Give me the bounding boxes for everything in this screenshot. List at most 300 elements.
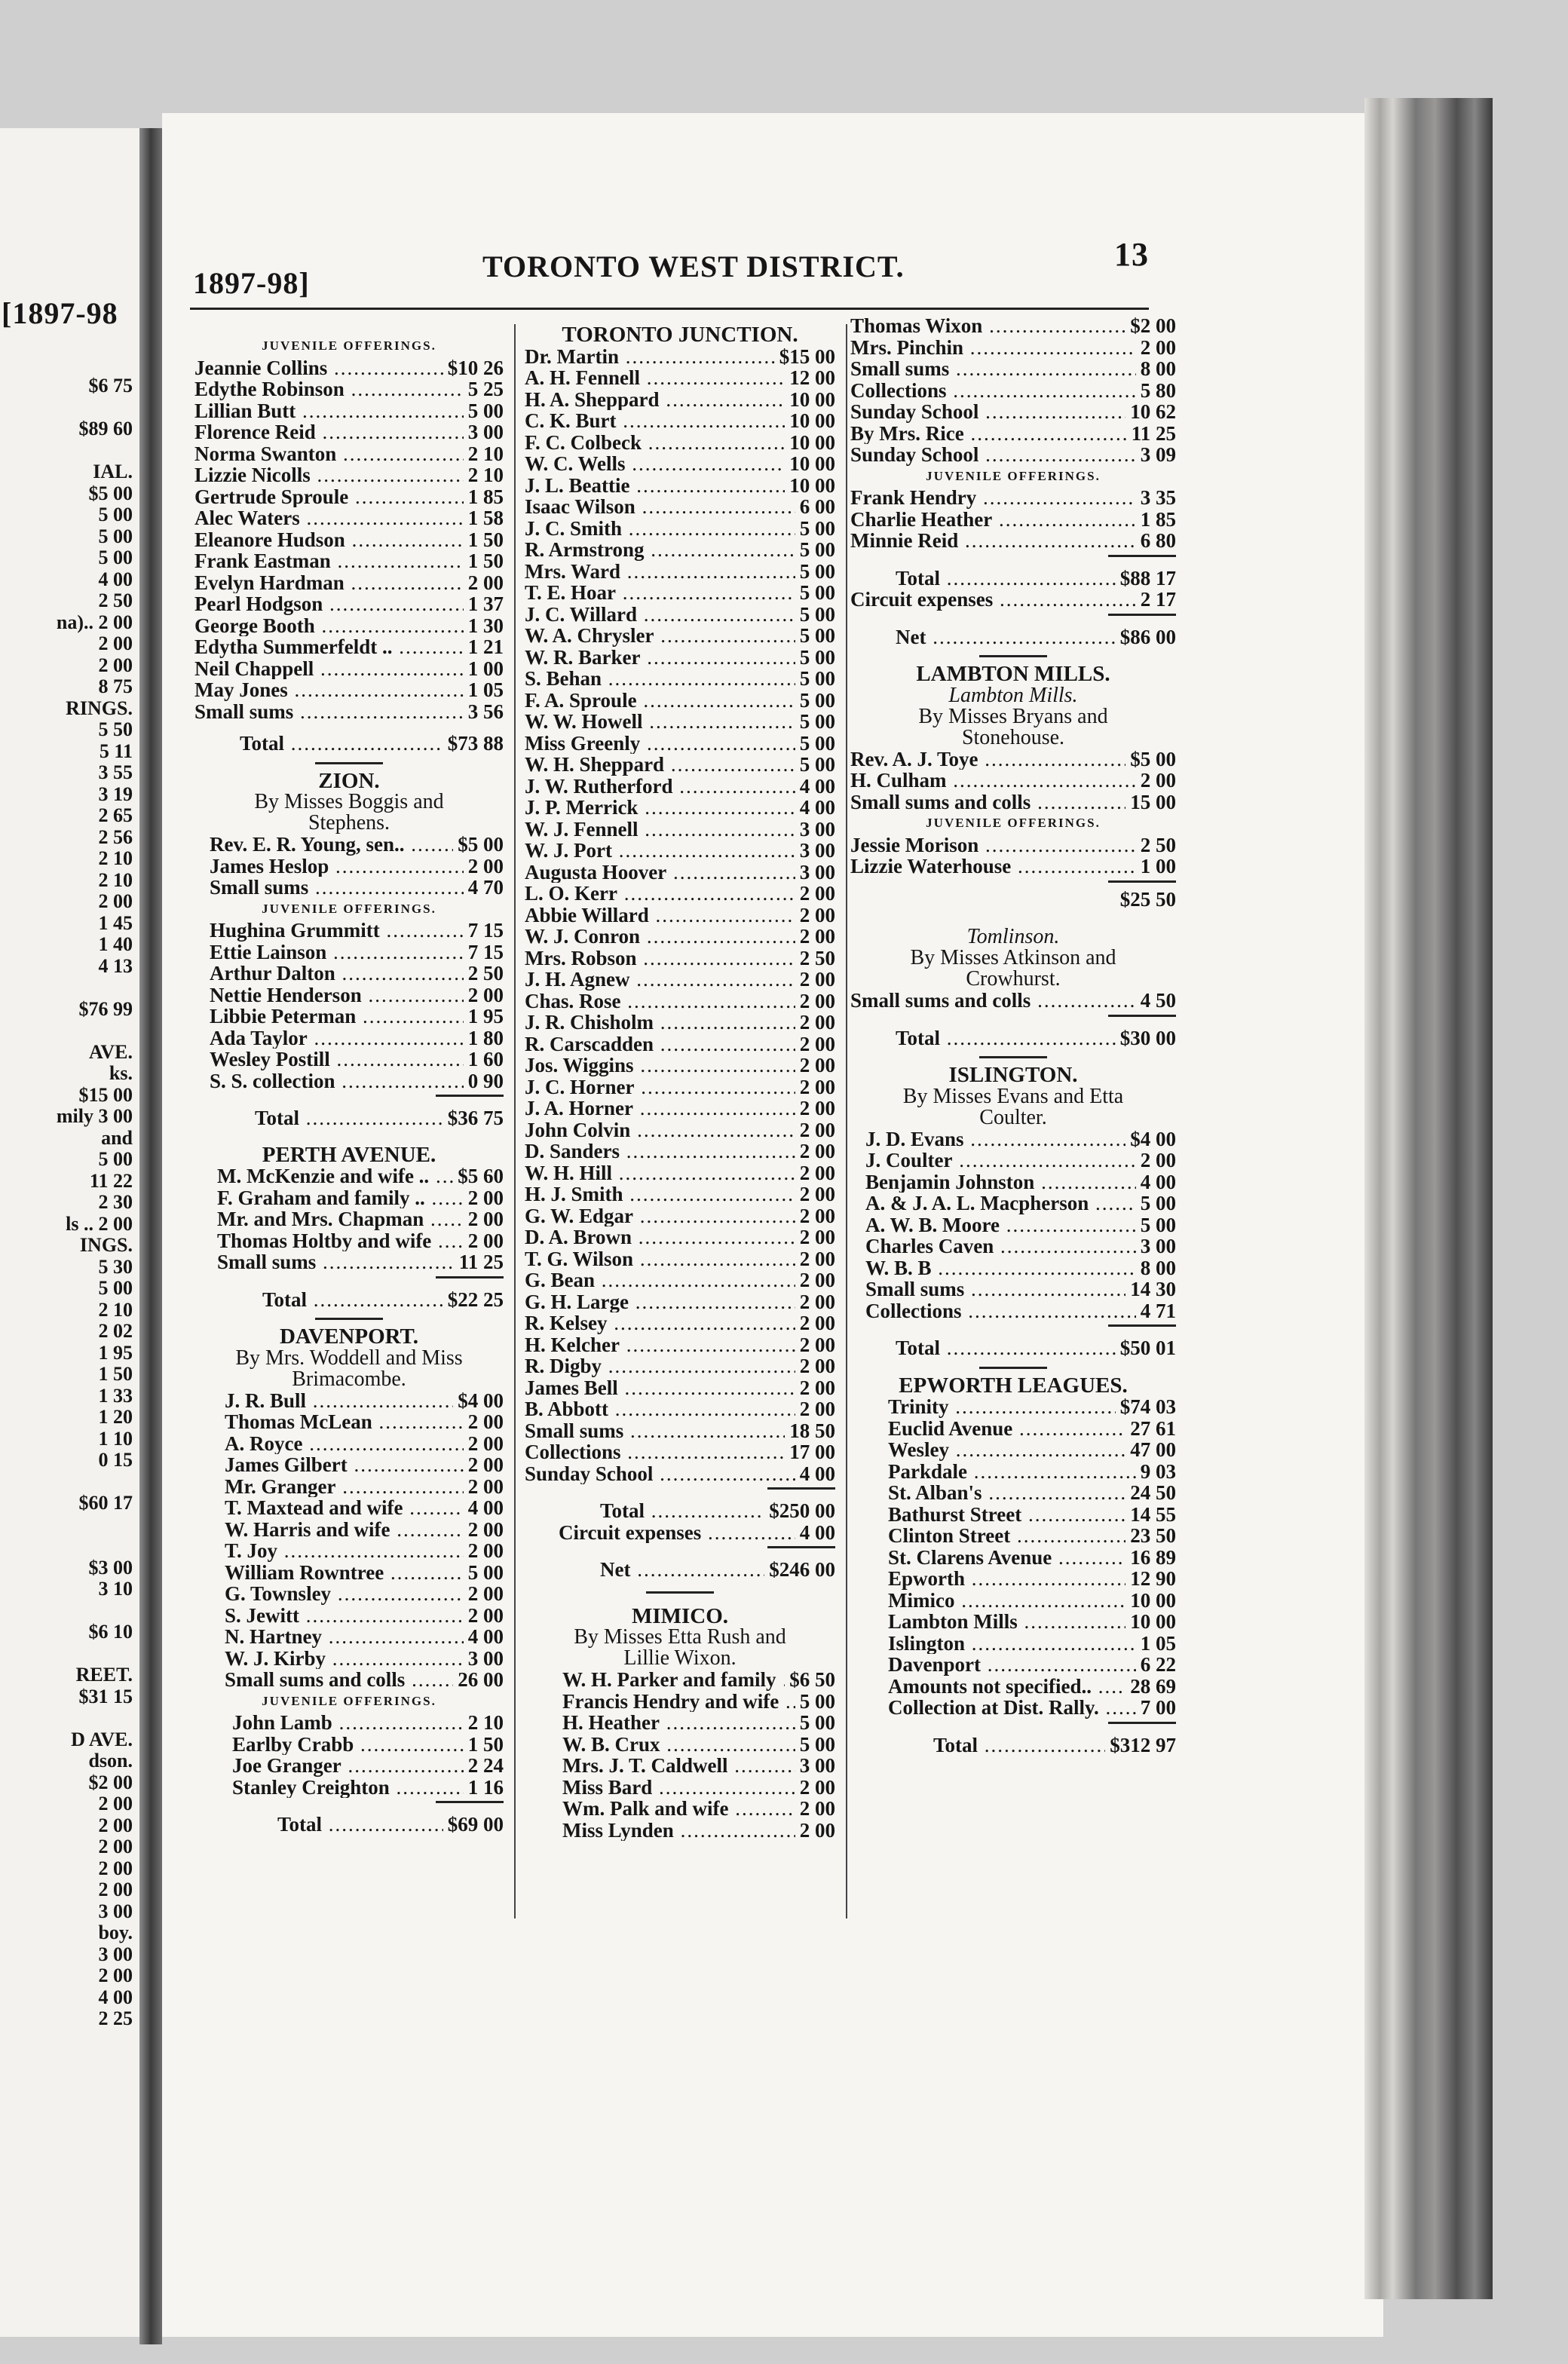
amount: 9 03 — [1140, 1459, 1176, 1483]
page-number: 13 — [1114, 236, 1149, 273]
amount: 10 00 — [1130, 1610, 1176, 1633]
list-item — [525, 582, 835, 604]
list-item — [888, 1568, 1176, 1590]
amount: 1 85 — [1140, 507, 1176, 531]
amount: 2 00 — [467, 983, 504, 1006]
donor-name: George Booth ..... — [194, 615, 464, 637]
amount: 2 00 — [467, 1474, 504, 1498]
column-3 — [850, 315, 1176, 1756]
list-item — [194, 679, 504, 701]
list-item — [194, 486, 504, 508]
amount: 3 56 — [467, 700, 504, 723]
amount: 10 00 — [789, 473, 835, 497]
donor-name: Earlby Crabb ..... — [232, 1734, 464, 1756]
left-page-line: ls .. 2 00 — [66, 1212, 133, 1235]
donor-name: Benjamin Johnston ..... — [865, 1171, 1136, 1193]
donor-name: R. Digby ..... — [525, 1355, 795, 1377]
list-item — [888, 1482, 1176, 1504]
amount: 2 00 — [467, 1410, 504, 1433]
list-item — [525, 862, 835, 883]
list-item — [525, 1141, 835, 1162]
left-page-line — [0, 1600, 133, 1622]
left-page-line: RINGS. — [66, 697, 133, 719]
list-item — [562, 1820, 835, 1842]
amount: 1 00 — [1140, 855, 1176, 877]
list-item — [562, 1755, 835, 1777]
list-item — [194, 593, 504, 615]
amount: 10 00 — [1130, 1588, 1176, 1612]
zion-juvenile-list — [194, 920, 504, 1092]
lambton-juvenile-list — [850, 834, 1176, 877]
list-item — [850, 487, 1176, 509]
list-item — [525, 1463, 835, 1485]
amount: 2 00 — [467, 854, 504, 877]
list-item — [194, 443, 504, 465]
column-divider-1 — [514, 324, 516, 1918]
donor-name: Small sums ..... — [194, 701, 464, 723]
list-item — [850, 337, 1176, 359]
column-divider-2 — [846, 324, 847, 1918]
lambton-subtotal: $25 50 — [1119, 887, 1176, 911]
islington-list — [850, 1128, 1176, 1322]
amount: 18 50 — [789, 1419, 835, 1442]
donor-name: Davenport ..... — [888, 1654, 1136, 1676]
list-item — [525, 1334, 835, 1356]
amount: 5 00 — [799, 753, 835, 776]
donor-name: Rev. A. J. Toye ..... — [850, 749, 1125, 770]
left-page-line: REET. — [75, 1664, 133, 1686]
amount: 8 00 — [1140, 1256, 1176, 1279]
donor-name: Trinity ..... — [888, 1396, 1116, 1418]
left-page-line: ks. — [109, 1062, 133, 1084]
amount-rule — [1108, 880, 1176, 883]
list-item — [525, 754, 835, 776]
section-title-davenport: DAVENPORT. — [279, 1324, 418, 1349]
amount: 1 80 — [467, 1026, 504, 1049]
donor-name: Stanley Creighton ..... — [232, 1777, 464, 1799]
amount: $4 00 — [1130, 1127, 1176, 1150]
amount: 5 00 — [467, 1560, 504, 1584]
donor-name: J. D. Evans ..... — [865, 1128, 1125, 1150]
left-page-line: 5 00 — [98, 1277, 133, 1299]
amount: 1 21 — [467, 635, 504, 658]
donor-name: J. C. Willard ..... — [525, 604, 795, 626]
list-item — [562, 1669, 835, 1691]
amount: 7 15 — [467, 919, 504, 942]
list-item — [888, 1697, 1176, 1719]
amount: 2 00 — [467, 1517, 504, 1541]
amount: 10 00 — [789, 452, 835, 475]
donor-name: A. W. B. Moore ..... — [865, 1214, 1136, 1236]
list-item — [217, 1251, 504, 1273]
total-row: Total ..... $22 25 — [194, 1289, 504, 1311]
donor-name: Clinton Street ..... — [888, 1525, 1125, 1547]
left-page-line: $60 17 — [78, 1492, 133, 1514]
donor-name: W. R. Barker ..... — [525, 647, 795, 669]
left-page-line — [0, 1707, 133, 1729]
donor-name: Mrs. J. T. Caldwell ..... — [562, 1755, 795, 1777]
amount: $2 00 — [1130, 314, 1176, 337]
donor-name: Mr. Granger ..... — [225, 1476, 464, 1498]
amount: 10 00 — [789, 409, 835, 432]
left-page-line: 2 50 — [98, 589, 133, 611]
left-page-line: 5 00 — [98, 1148, 133, 1170]
list-item — [850, 509, 1176, 531]
list-item — [562, 1734, 835, 1756]
list-item — [888, 1525, 1176, 1547]
amount: 26 00 — [458, 1668, 504, 1691]
net-row: Net ..... $246 00 — [525, 1559, 835, 1581]
section-rule — [979, 1056, 1047, 1058]
list-item — [888, 1676, 1176, 1698]
donor-name: Florence Reid ..... — [194, 421, 464, 443]
donor-name: Lillian Butt ..... — [194, 400, 464, 422]
list-item — [525, 604, 835, 626]
amount: 3 00 — [799, 1754, 835, 1777]
header-year: 1897-98] — [193, 266, 310, 300]
donor-name: H. Heather ..... — [562, 1712, 795, 1734]
amount: 3 35 — [1140, 486, 1176, 509]
left-page-line: 2 65 — [98, 804, 133, 826]
amount: 4 00 — [799, 796, 835, 819]
list-item — [525, 668, 835, 690]
amount: 3 00 — [799, 817, 835, 841]
amount: 1 05 — [467, 678, 504, 701]
donor-name: J. A. Horner ..... — [525, 1098, 795, 1119]
left-page-line: 2 30 — [98, 1191, 133, 1213]
amount: 2 00 — [467, 1208, 504, 1230]
amount: 11 25 — [1131, 421, 1176, 445]
donor-name: Islington ..... — [888, 1633, 1136, 1655]
left-page-line: 2 00 — [98, 1793, 133, 1814]
list-item — [850, 401, 1176, 423]
donor-name: Norma Swanton ..... — [194, 443, 464, 465]
left-page-line: 5 50 — [98, 718, 133, 740]
list-item — [194, 400, 504, 422]
donor-name: R. Kelsey ..... — [525, 1312, 795, 1334]
list-item — [865, 1150, 1176, 1171]
amount: 1 58 — [467, 507, 504, 529]
donor-name: Abbie Willard ..... — [525, 905, 795, 926]
amount: 12 00 — [789, 366, 835, 389]
amount: 2 10 — [467, 1711, 504, 1734]
left-page-line: 3 00 — [98, 1943, 133, 1965]
donor-name: Ettie Lainson ..... — [210, 942, 464, 963]
list-item — [525, 797, 835, 819]
donor-name: Minnie Reid ..... — [850, 530, 1136, 552]
amount: $15 00 — [779, 344, 835, 368]
section-caption: By Mrs. Woddell and Miss Brimacombe. — [235, 1346, 463, 1391]
list-item — [865, 1171, 1176, 1193]
left-page-line: 1 10 — [98, 1427, 133, 1450]
donor-name: Euclid Avenue ..... — [888, 1418, 1125, 1440]
section-caption: By Misses Evans and Etta Coulter. — [902, 1084, 1124, 1129]
amount: 2 00 — [799, 1269, 835, 1291]
donor-name: Small sums ..... — [217, 1251, 455, 1273]
list-item — [525, 690, 835, 712]
list-item — [888, 1547, 1176, 1569]
donor-name: H. J. Smith ..... — [525, 1184, 795, 1205]
list-item — [525, 948, 835, 969]
list-item — [888, 1590, 1176, 1612]
amount: 2 00 — [799, 1140, 835, 1162]
donor-name: D. A. Brown ..... — [525, 1226, 795, 1248]
donor-name: Francis Hendry and wife ..... — [562, 1691, 795, 1713]
list-item — [225, 1390, 504, 1412]
list-item — [850, 834, 1176, 856]
amount: $4 00 — [458, 1389, 504, 1412]
total-row: Total ..... $50 01 — [850, 1337, 1176, 1359]
amount: 2 00 — [799, 1204, 835, 1227]
lambton-list — [850, 749, 1176, 813]
amount: 2 10 — [467, 442, 504, 465]
list-item — [562, 1712, 835, 1734]
donor-name: Miss Greenly ..... — [525, 733, 795, 755]
donor-name: John Colvin ..... — [525, 1119, 795, 1141]
section-rule — [315, 762, 383, 764]
amount: 14 30 — [1130, 1278, 1176, 1300]
list-item — [525, 1441, 835, 1463]
list-item — [865, 1128, 1176, 1150]
list-item — [232, 1777, 504, 1799]
epworth-list — [850, 1396, 1176, 1719]
donor-name: S. Behan ..... — [525, 668, 795, 690]
list-item — [525, 1012, 835, 1033]
left-page-line: 2 10 — [98, 868, 133, 891]
amount: 2 00 — [799, 1333, 835, 1356]
donor-name: Jessie Morison ..... — [850, 834, 1136, 856]
left-page-line: boy. — [98, 1922, 133, 1943]
list-item — [865, 1278, 1176, 1300]
left-page-line — [0, 1471, 133, 1493]
amount-rule — [436, 1095, 504, 1097]
list-item — [525, 711, 835, 733]
circuit-expenses-row: Circuit expenses ..... 2 17 — [850, 589, 1176, 611]
amount: 4 00 — [799, 774, 835, 798]
donor-name: J. P. Merrick ..... — [525, 797, 795, 819]
list-item — [525, 518, 835, 540]
list-item — [194, 357, 504, 379]
list-item — [525, 367, 835, 389]
left-page-line: 5 30 — [98, 1255, 133, 1278]
section-rule — [979, 1367, 1047, 1369]
donor-name: C. K. Burt ..... — [525, 410, 785, 432]
total-row: Total ..... $36 75 — [194, 1107, 504, 1129]
amount: 3 00 — [799, 860, 835, 883]
total-row: Total ..... $69 00 — [194, 1814, 504, 1836]
donor-name: Lizzie Nicolls ..... — [194, 464, 464, 486]
donor-name: J. Coulter ..... — [865, 1150, 1136, 1171]
column-1 — [194, 335, 504, 1836]
amount: 2 00 — [799, 882, 835, 905]
donor-name: Bathurst Street ..... — [888, 1504, 1125, 1526]
amount: 5 00 — [799, 1711, 835, 1734]
list-item — [525, 561, 835, 583]
left-page-line — [0, 1643, 133, 1665]
left-page-line: 0 15 — [98, 1449, 133, 1471]
list-item — [865, 1300, 1176, 1322]
amount: 2 00 — [467, 1453, 504, 1476]
donor-name: Alec Waters ..... — [194, 507, 464, 529]
amount: 5 00 — [799, 602, 835, 626]
amount: 5 00 — [799, 688, 835, 712]
section-caption: By Misses Boggis and Stephens. — [254, 790, 444, 834]
donor-name: James Heslop ..... — [210, 856, 464, 877]
left-page-line: 11 22 — [89, 1169, 133, 1192]
list-item — [525, 1377, 835, 1399]
amount: 2 00 — [1140, 335, 1176, 359]
list-item — [194, 701, 504, 723]
list-item — [525, 1098, 835, 1119]
list-item — [217, 1165, 504, 1187]
donor-name: R. Carscadden ..... — [525, 1033, 795, 1055]
amount: 5 80 — [1140, 378, 1176, 402]
amount: 5 00 — [799, 581, 835, 604]
left-page-line: 3 19 — [98, 782, 133, 805]
amount: 5 00 — [799, 624, 835, 647]
section-title-zion: ZION. — [318, 768, 380, 793]
amount: 1 16 — [467, 1775, 504, 1799]
donor-name: A. & J. A. L. Macpherson ..... — [865, 1193, 1136, 1214]
left-page-line: 4 13 — [98, 954, 133, 977]
list-item — [225, 1562, 504, 1584]
donor-name: John Lamb ..... — [232, 1712, 464, 1734]
donor-name: Hughina Grummitt ..... — [210, 920, 464, 942]
left-page-line: 5 11 — [99, 740, 133, 762]
amount: 2 00 — [799, 1183, 835, 1205]
amount: 8 00 — [1140, 357, 1176, 380]
list-item — [210, 1049, 504, 1070]
donor-name: W. J. Fennell ..... — [525, 819, 795, 841]
donor-name: H. Kelcher ..... — [525, 1334, 795, 1356]
list-item — [194, 615, 504, 637]
list-item — [525, 410, 835, 432]
amount-rule — [1108, 1015, 1176, 1017]
zion-list — [194, 834, 504, 899]
left-page-line: AVE. — [88, 1040, 133, 1063]
amount: 7 15 — [467, 940, 504, 963]
amount: 3 00 — [799, 839, 835, 862]
left-page-line: 2 00 — [98, 1814, 133, 1836]
amount: 2 00 — [799, 1818, 835, 1842]
left-page-line: 2 56 — [98, 825, 133, 848]
list-item — [232, 1712, 504, 1734]
list-item — [562, 1691, 835, 1713]
amount: 2 00 — [799, 1032, 835, 1055]
list-item — [865, 1193, 1176, 1214]
amount: 5 25 — [467, 378, 504, 400]
donor-name: Parkdale ..... — [888, 1461, 1136, 1483]
amount: 4 00 — [799, 1462, 835, 1485]
amount: 2 00 — [799, 1161, 835, 1184]
amount: 2 00 — [799, 1355, 835, 1377]
list-item — [225, 1605, 504, 1627]
amount: 2 10 — [467, 464, 504, 486]
left-page-line: 2 00 — [98, 654, 133, 676]
left-page-line — [0, 440, 133, 462]
list-item — [225, 1476, 504, 1498]
left-page-line: 3 55 — [98, 761, 133, 783]
donor-name: St. Clarens Avenue ..... — [888, 1547, 1125, 1569]
donor-name: N. Hartney ..... — [225, 1626, 464, 1648]
amount: 2 00 — [799, 1247, 835, 1270]
left-page-line: 2 00 — [98, 890, 133, 912]
list-item — [194, 636, 504, 658]
donor-name: A. Royce ..... — [225, 1433, 464, 1455]
amount: 1 85 — [467, 485, 504, 508]
amount-rule — [767, 1546, 835, 1548]
amount: 2 00 — [467, 1582, 504, 1605]
list-item — [525, 1055, 835, 1076]
donor-name: G. H. Large ..... — [525, 1291, 795, 1313]
list-item — [232, 1734, 504, 1756]
list-item — [210, 877, 504, 899]
left-page-line: 1 33 — [98, 1384, 133, 1407]
amount: 6 22 — [1140, 1653, 1176, 1676]
list-item — [525, 453, 835, 475]
section-title-toronto-junction: TORONTO JUNCTION. — [562, 323, 798, 347]
list-item — [525, 969, 835, 991]
donor-name: Pearl Hodgson ..... — [194, 593, 464, 615]
donor-name: B. Abbott ..... — [525, 1398, 795, 1420]
list-item — [525, 1420, 835, 1442]
section-subtitle: Lambton Mills. — [948, 683, 1078, 707]
donor-name: Wesley Postill ..... — [210, 1049, 464, 1070]
list-item — [525, 883, 835, 905]
donor-name: W. H. Sheppard ..... — [525, 754, 795, 776]
list-item — [525, 432, 835, 454]
donor-name: Libbie Peterman ..... — [210, 1006, 464, 1027]
amount: 5 00 — [799, 516, 835, 540]
amount: 5 00 — [799, 645, 835, 669]
list-item — [525, 1312, 835, 1334]
list-item — [525, 1248, 835, 1270]
section-caption: By Misses Etta Rush and Lillie Wixon. — [574, 1625, 786, 1670]
donor-name: Isaac Wilson ..... — [525, 496, 795, 518]
amount: 2 00 — [799, 989, 835, 1012]
donor-name: A. H. Fennell ..... — [525, 367, 785, 389]
donor-name: F. C. Colbeck ..... — [525, 432, 785, 454]
list-item — [888, 1654, 1176, 1676]
donor-name: Evelyn Hardman ..... — [194, 572, 464, 594]
donor-name: Sunday School ..... — [525, 1463, 795, 1485]
tomlinson-list — [850, 990, 1176, 1012]
amount: 1 50 — [467, 550, 504, 572]
list-item — [562, 1777, 835, 1799]
amount: 47 00 — [1130, 1438, 1176, 1461]
amount: 2 00 — [799, 1797, 835, 1820]
amount: 2 00 — [799, 1097, 835, 1119]
amount: 2 00 — [799, 1011, 835, 1033]
left-page-line: 2 10 — [98, 847, 133, 869]
section-caption: By Misses Bryans and Stonehouse. — [918, 704, 1108, 749]
left-page-line: 5 00 — [98, 504, 133, 525]
donor-name: Jeannie Collins ..... — [194, 357, 443, 379]
list-item — [525, 1226, 835, 1248]
donor-name: Edytha Summerfeldt .. ..... — [194, 636, 464, 658]
amount: 2 50 — [1140, 833, 1176, 856]
amount: 1 60 — [467, 1048, 504, 1070]
amount: 1 95 — [467, 1005, 504, 1027]
amount: 5 00 — [1140, 1192, 1176, 1214]
list-item — [210, 834, 504, 856]
circuit-expenses-row: Circuit expenses ..... 4 00 — [525, 1522, 835, 1544]
donor-name: W. J. Port ..... — [525, 840, 795, 862]
list-item — [194, 421, 504, 443]
donor-name: Thomas Holtby and wife ..... — [217, 1230, 464, 1252]
donor-name: Small sums and colls ..... — [850, 990, 1136, 1012]
amount-rule — [436, 1276, 504, 1278]
